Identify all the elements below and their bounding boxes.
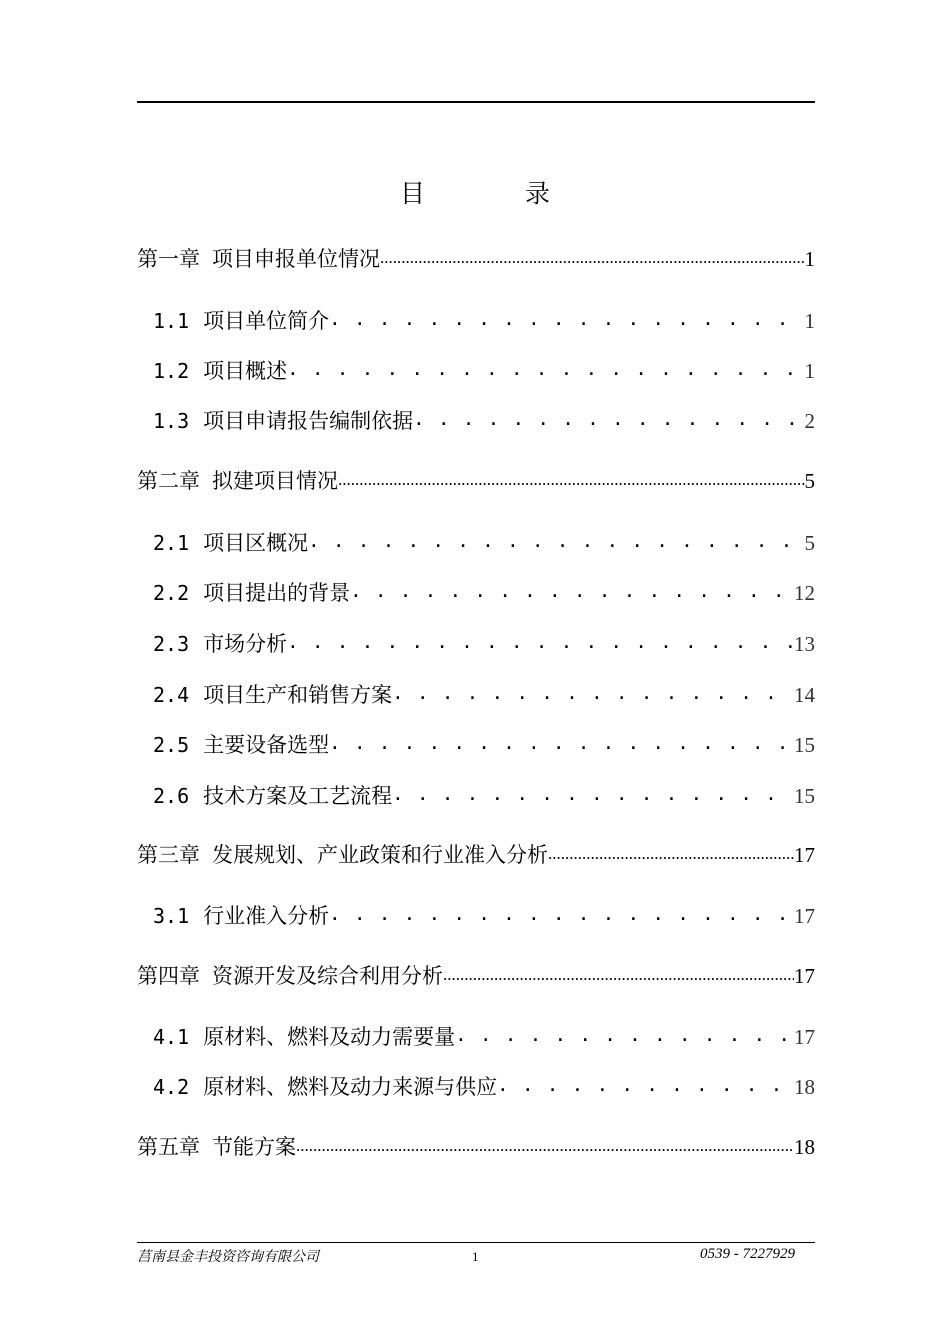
- toc-entry-label: 资源开发及综合利用分析: [212, 964, 443, 988]
- toc-dot-leader: [350, 579, 794, 600]
- toc-page-number: 15: [794, 733, 815, 757]
- toc-dot-leader: [308, 529, 804, 550]
- toc-entry-label: 节能方案: [212, 1135, 296, 1159]
- toc-title: [0, 174, 950, 210]
- toc-section-entry[interactable]: [153, 900, 815, 930]
- toc-dot-leader: [443, 962, 794, 983]
- toc-entry-label: 项目生产和销售方案: [203, 683, 393, 707]
- toc-dot-leader: [287, 630, 794, 651]
- toc-page-number: 13: [794, 632, 815, 656]
- toc-section-entry[interactable]: [153, 729, 815, 759]
- toc-dot-leader: [329, 902, 794, 923]
- toc-entry-label: 项目区概况: [203, 531, 309, 555]
- toc-section-number: 2.2: [153, 581, 190, 605]
- toc-section-number: 1.3: [153, 409, 190, 433]
- toc-dot-leader: [329, 307, 804, 328]
- toc-section-entry[interactable]: [153, 679, 815, 709]
- toc-entry-label: 主要设备选型: [203, 733, 330, 757]
- toc-section-number: 2.1: [153, 531, 190, 555]
- toc-chapter-number: 第一章: [137, 247, 200, 271]
- toc-section-number: 4.1: [153, 1025, 190, 1049]
- toc-dot-leader: [296, 1133, 794, 1154]
- toc-page-number: 18: [794, 1135, 815, 1159]
- toc-entry-label: 拟建项目情况: [212, 469, 338, 493]
- toc-entry-label: 项目申请报告编制依据: [203, 409, 414, 433]
- footer-phone: 0539 - 7227929: [700, 1246, 795, 1262]
- toc-chapter-entry[interactable]: [137, 839, 815, 869]
- toc-chapter-entry[interactable]: [137, 1131, 815, 1161]
- toc-section-number: 1.2: [153, 359, 190, 383]
- toc-dot-leader: [497, 1073, 794, 1094]
- toc-dot-leader: [413, 407, 804, 428]
- toc-section-number: 1.1: [153, 309, 190, 333]
- toc-section-number: 2.3: [153, 632, 190, 656]
- header-rule: [137, 101, 815, 103]
- toc-dot-leader: [380, 245, 805, 266]
- toc-entry-label: 项目申报单位情况: [212, 247, 380, 271]
- toc-section-entry[interactable]: [153, 628, 815, 658]
- toc-page-number: 2: [804, 409, 815, 433]
- toc-section-entry[interactable]: [153, 355, 815, 385]
- toc-page-number: 18: [794, 1075, 815, 1099]
- toc-entry-label: 发展规划、产业政策和行业准入分析: [212, 843, 548, 867]
- toc-chapter-number: 第五章: [137, 1135, 200, 1159]
- toc-dot-leader: [329, 731, 794, 752]
- toc-page-number: 12: [794, 581, 815, 605]
- toc-page-number: 5: [804, 531, 815, 555]
- page-footer: [137, 1246, 815, 1268]
- toc-dot-leader: [392, 782, 794, 803]
- toc-section-number: 2.4: [153, 683, 190, 707]
- toc-chapter-number: 第三章: [137, 843, 200, 867]
- toc-page-number: 1: [804, 247, 815, 271]
- toc-entry-label: 项目提出的背景: [203, 581, 351, 605]
- toc-section-entry[interactable]: [153, 527, 815, 557]
- toc-entry-label: 项目单位简介: [203, 309, 330, 333]
- toc-title-char-1: 目: [399, 179, 425, 208]
- toc-section-entry[interactable]: [153, 1021, 815, 1051]
- toc-page-number: 14: [794, 683, 815, 707]
- toc-dot-leader: [338, 467, 805, 488]
- toc-entry-label: 技术方案及工艺流程: [203, 784, 393, 808]
- footer-rule: [137, 1242, 815, 1243]
- toc-entry-label: 市场分析: [203, 632, 288, 656]
- toc-section-entry[interactable]: [153, 780, 815, 810]
- toc-page-number: 17: [794, 904, 815, 928]
- toc-section-entry[interactable]: [153, 405, 815, 435]
- toc-chapter-entry[interactable]: [137, 243, 815, 273]
- toc-page-number: 17: [794, 964, 815, 988]
- toc-page-number: 17: [794, 1025, 815, 1049]
- toc-chapter-number: 第二章: [137, 469, 200, 493]
- toc-dot-leader: [455, 1023, 794, 1044]
- toc-section-number: 2.5: [153, 733, 190, 757]
- toc-dot-leader: [548, 841, 794, 862]
- toc-page-number: 1: [804, 309, 815, 333]
- toc-chapter-entry[interactable]: [137, 960, 815, 990]
- toc-entry-label: 项目概述: [203, 359, 288, 383]
- toc-entry-label: 原材料、燃料及动力来源与供应: [203, 1075, 498, 1099]
- toc-page-number: 5: [804, 469, 815, 493]
- toc-section-entry[interactable]: [153, 305, 815, 335]
- toc-dot-leader: [392, 681, 794, 702]
- toc-section-number: 4.2: [153, 1075, 190, 1099]
- toc-page-number: 15: [794, 784, 815, 808]
- toc-section-number: 2.6: [153, 784, 190, 808]
- toc-chapter-entry[interactable]: [137, 465, 815, 495]
- toc-page-number: 17: [794, 843, 815, 867]
- toc-page-number: 1: [804, 359, 815, 383]
- toc-section-number: 3.1: [153, 904, 190, 928]
- toc-section-entry[interactable]: [153, 577, 815, 607]
- footer-page-number: 1: [472, 1249, 479, 1264]
- footer-company: 莒南县金丰投资咨询有限公司: [137, 1249, 319, 1265]
- toc-title-char-2: 录: [525, 179, 551, 208]
- toc-chapter-number: 第四章: [137, 964, 200, 988]
- toc-section-entry[interactable]: [153, 1071, 815, 1101]
- toc-entry-label: 行业准入分析: [203, 904, 330, 928]
- toc-entry-label: 原材料、燃料及动力需要量: [203, 1025, 456, 1049]
- toc-dot-leader: [287, 357, 804, 378]
